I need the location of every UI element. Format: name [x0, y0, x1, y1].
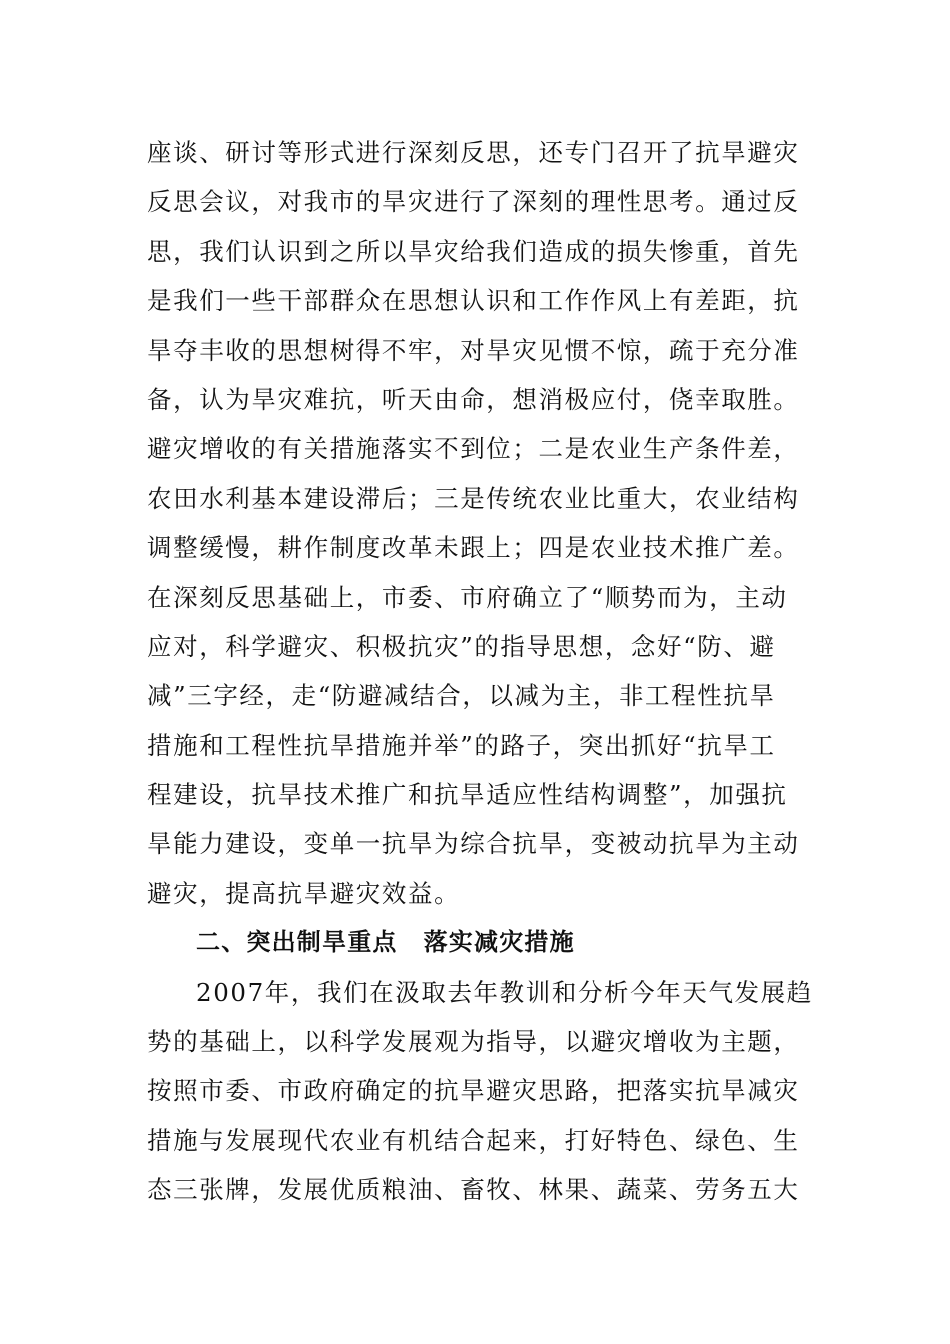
- paragraph-measures: [147, 968, 813, 1215]
- text-line: 调整缓慢，耕作制度改革未跟上；四是农业技术推广差。: [147, 533, 800, 563]
- text-line: 措施和工程性抗旱措施并举”的路子，突出抓好“抗旱工: [147, 730, 776, 760]
- text-line: 是我们一些干部群众在思想认识和工作作风上有差距，抗: [147, 286, 800, 316]
- text-line: 态三张牌，发展优质粮油、畜牧、林果、蔬菜、劳务五大: [147, 1175, 800, 1205]
- section-heading-part1: 二、突出制旱重点: [196, 928, 398, 957]
- text-line: 避灾增收的有关措施落实不到位；二是农业生产条件差，: [147, 434, 800, 464]
- text-line: 思，我们认识到之所以旱灾给我们造成的损失惨重，首先: [147, 236, 800, 266]
- text-line: 在深刻反思基础上，市委、市府确立了“顺势而为，主动: [147, 582, 788, 612]
- document-body: [147, 128, 813, 1215]
- text-line: 旱能力建设，变单一抗旱为综合抗旱，变被动抗旱为主动: [147, 829, 800, 859]
- text-line: 程建设，抗旱技术推广和抗旱适应性结构调整”，加强抗: [147, 780, 788, 810]
- text-line: 备，认为旱灾难抗，听天由命，想消极应付，侥幸取胜。: [147, 384, 800, 414]
- text-line: 减”三字经，走“防避减结合，以减为主，非工程性抗旱: [147, 681, 776, 711]
- text-line: 座谈、研讨等形式进行深刻反思，还专门召开了抗旱避灾: [147, 138, 800, 167]
- text-line: 2007年，我们在汲取去年教训和分析今年天气发展趋: [196, 977, 813, 1007]
- section-heading: [147, 918, 807, 967]
- section-heading-part2: 落实减灾措施: [423, 928, 575, 957]
- text-line: 避灾，提高抗旱避灾效益。: [147, 878, 461, 908]
- text-line: 农田水利基本建设滞后；三是传统农业比重大，农业结构: [147, 483, 800, 513]
- text-line: 势的基础上，以科学发展观为指导，以避灾增收为主题，: [147, 1027, 800, 1057]
- text-line: 措施与发展现代农业有机结合起来，打好特色、绿色、生: [147, 1125, 800, 1155]
- text-line: 反思会议，对我市的旱灾进行了深刻的理性思考。通过反: [147, 187, 800, 217]
- text-line: 按照市委、市政府确定的抗旱避灾思路，把落实抗旱减灾: [147, 1076, 800, 1106]
- paragraph-reflection: [147, 128, 807, 918]
- text-line: 旱夺丰收的思想树得不牢，对旱灾见惯不惊，疏于充分准: [147, 335, 800, 365]
- text-line: 应对，科学避灾、积极抗灾”的指导思想，念好“防、避: [147, 631, 776, 661]
